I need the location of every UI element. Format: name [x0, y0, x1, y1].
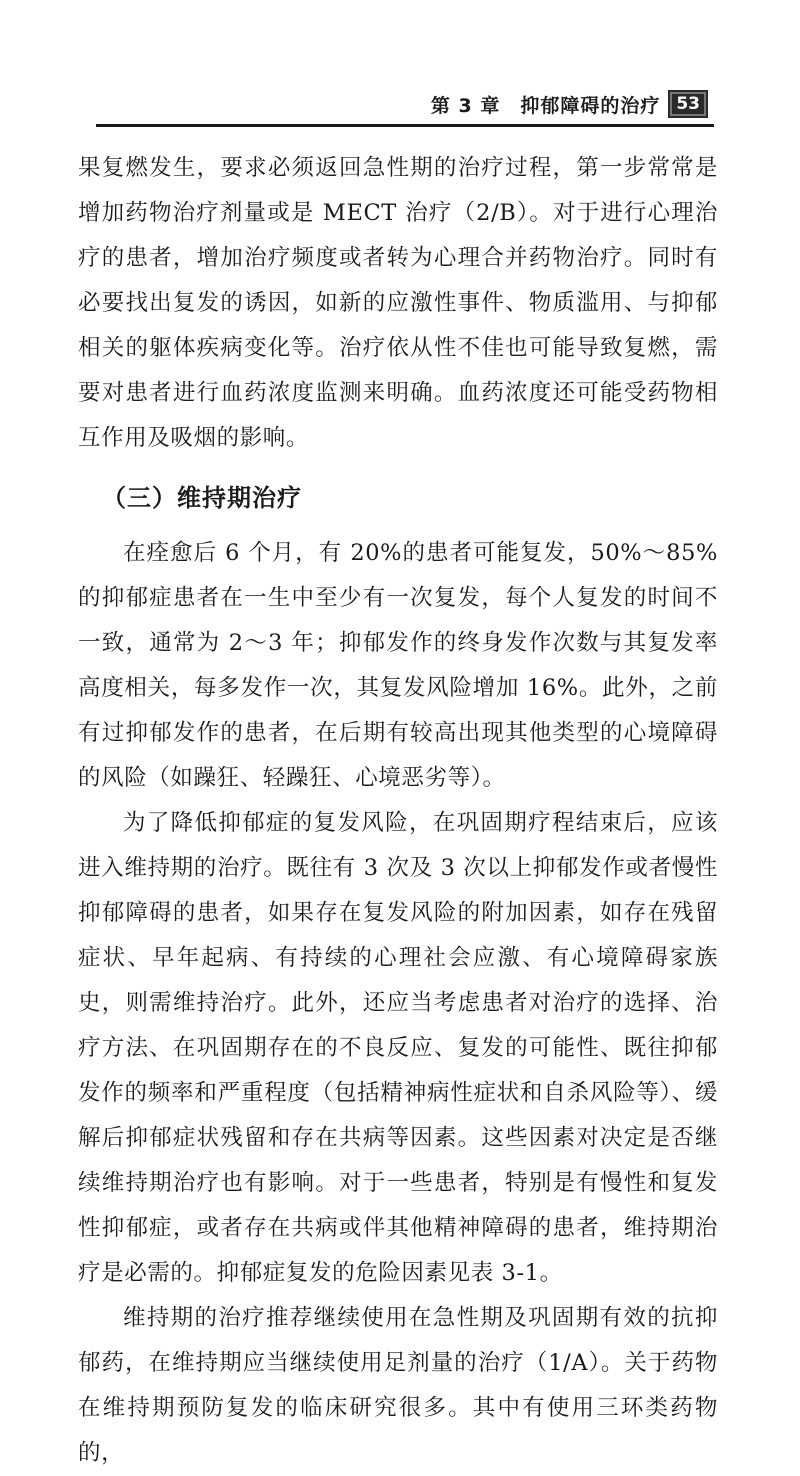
paragraph-continuation: 果复燃发生，要求必须返回急性期的治疗过程，第一步常常是增加药物治疗剂量或是 MECT 治疗（2/B）。对于进行心理治疗的患者，增加治疗频度或者转为心理合并药物治疗。同时有必要找出复发的诱因，如新的应激性事件、物质滥用、与抑郁相关的躯体疾病变化等。治疗依从性不佳也可能导致复燃，需要对患者进行血药浓度监测来明确。血药浓度还可能受药物相互作用及吸烟的影响。 — [78, 155, 718, 451]
paragraph-relapse-rates: 在痊愈后 6 个月，有 20%的患者可能复发，50%～85%的抑郁症患者在一生中至少有一次复发，每个人复发的时间不一致，通常为 2～3 年；抑郁发作的终身发作次数与其复发率高度相关，每多发作一次，其复发风险增加 16%。此外，之前有过抑郁发作的患者，在后期有较高出现其他类型的心境障碍的风险（如躁狂、轻躁狂、心境恶劣等）。 — [78, 540, 718, 791]
header-right-group — [431, 90, 708, 118]
section-heading: （三）维持期治疗 — [102, 484, 302, 512]
chapter-title: 第 3 章 抑郁障碍的治疗 — [430, 94, 661, 117]
paragraph-maintenance-drugs: 维持期的治疗推荐继续使用在急性期及巩固期有效的抗抑郁药，在维持期应当继续使用足剂量的治疗（1/A）。关于药物在维持期预防复发的临床研究很多。其中有使用三环类药物的， — [78, 1305, 718, 1466]
running-header — [96, 84, 714, 127]
paragraph-maintenance-indications: 为了降低抑郁症的复发风险，在巩固期疗程结束后，应该进入维持期的治疗。既往有 3 次及 3 次以上抑郁发作或者慢性抑郁障碍的患者，如果存在复发风险的附加因素，如存在残留症状、早年起病、有持续的心理社会应激、有心境障碍家族史，则需维持治疗。此外，还应当考虑患者对治疗的选择、治疗方法、在巩固期存在的不良反应、复发的可能性、既往抑郁发作的频率和严重程度（包括精神病性症状和自杀风险等）、缓解后抑郁症状残留和存在共病等因素。这些因素对决定是否继续维持期治疗也有影响。对于一些患者，特别是有慢性和复发性抑郁症，或者存在共病或伴其他精神障碍的患者，维持期治疗是必需的。抑郁症复发的危险因素见表 3-1。 — [78, 810, 718, 1286]
page-body — [78, 146, 718, 1476]
page-number: 53 — [668, 90, 708, 118]
